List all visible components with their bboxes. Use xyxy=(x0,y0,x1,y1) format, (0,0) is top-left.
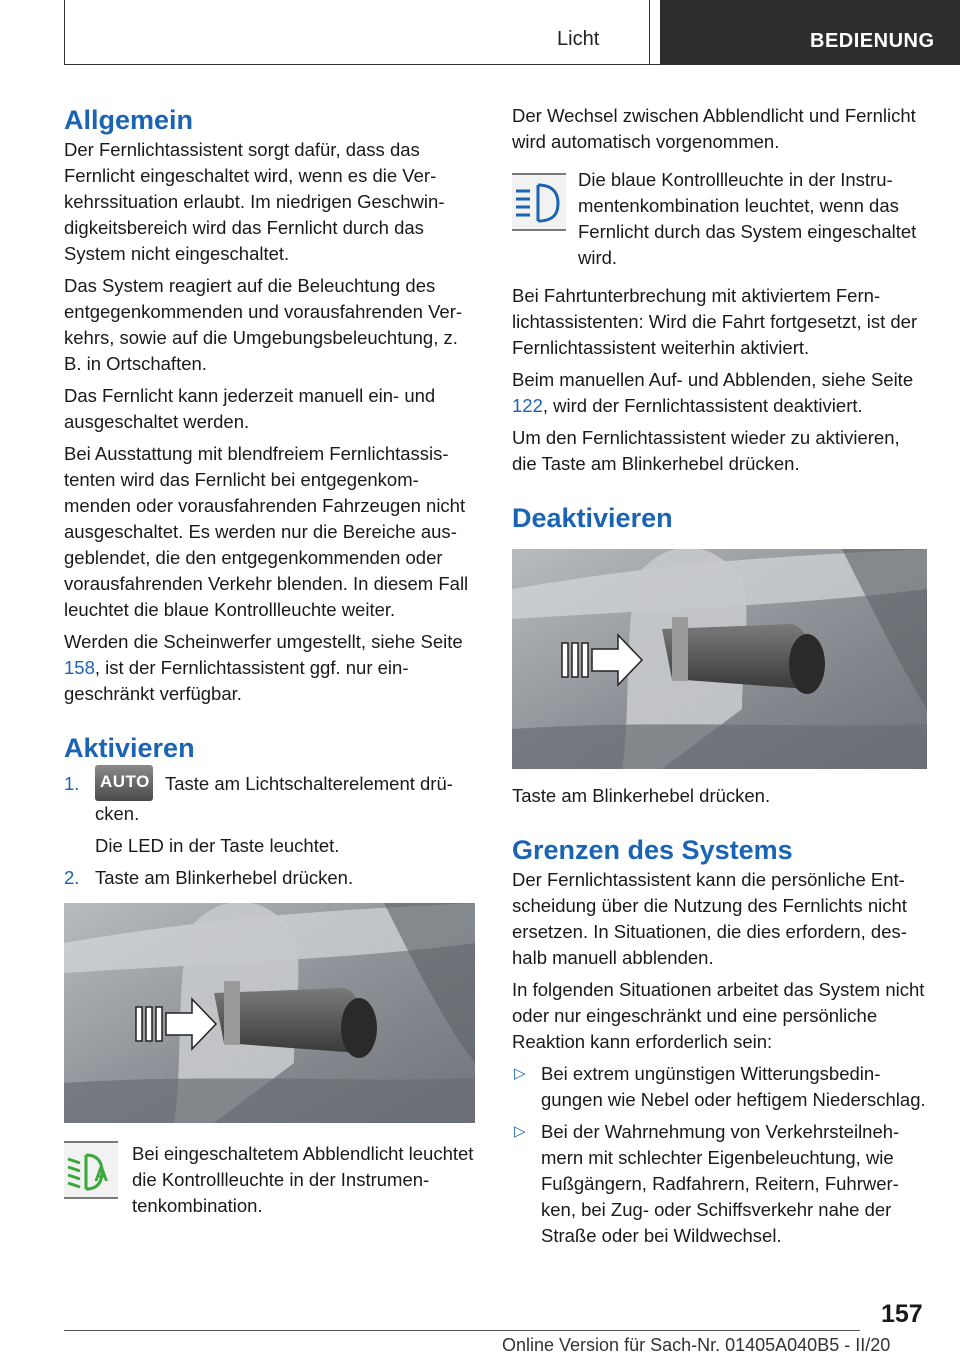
text: , ist der Fernlichtassistent ggf. nur eingeschränkt verfügbar. xyxy=(64,657,409,704)
page-link-122[interactable]: 122 xyxy=(512,395,543,416)
auto-label: AUTO xyxy=(100,772,150,791)
note-text: Die blaue Kontrollleuchte in der Instrumentenkombination leuchtet, wenn das Fernlicht durch das System eingeschaltet wird. xyxy=(578,169,917,268)
svg-text:A: A xyxy=(94,1164,109,1186)
heading-deaktivieren: Deaktivieren xyxy=(512,503,673,533)
note-blue-indicator xyxy=(512,167,927,271)
paragraph: In folgenden Situationen arbeitet das System nicht oder nur eingeschränkt und eine persönliche Reaktion kann erforderlich sein: xyxy=(512,979,925,1052)
list-item xyxy=(512,1061,927,1113)
steps-list xyxy=(64,771,479,891)
text: Beim manuellen Auf- und Abblenden, siehe Seite xyxy=(512,369,914,390)
footer-text: Online Version für Sach-Nr. 01405A040B5 - II/20 xyxy=(502,1335,891,1355)
step-text: Taste am Lichtschalterelement drücken. xyxy=(95,773,453,824)
paragraph: Das Fernlicht kann jederzeit manuell ein- und ausgeschaltet werden. xyxy=(64,385,436,432)
paragraph: Der Fernlichtassistent kann die persönliche Entscheidung über die Nutzung des Fernlichts nicht ersetzen. In Situationen, die dies erfordern, deshalb manuell abblenden. xyxy=(512,869,907,968)
header-chapter-tab xyxy=(660,0,960,65)
header-rule-bottom xyxy=(64,64,660,65)
page-number: 157 xyxy=(881,1300,923,1328)
step-1 xyxy=(64,771,479,859)
page-link-158[interactable]: 158 xyxy=(64,657,95,678)
step-text: Taste am Blinkerhebel drücken. xyxy=(95,867,354,888)
triangle-bullet-icon: ▷ xyxy=(514,1065,526,1082)
header-rule-left xyxy=(64,0,65,65)
list-item xyxy=(512,1119,927,1249)
header-section-title: Licht xyxy=(557,28,600,50)
heading-grenzen: Grenzen des Systems xyxy=(512,835,793,865)
step-number: 1. xyxy=(64,773,80,794)
heading-aktivieren: Aktivieren xyxy=(64,733,195,763)
text: , wird der Fernlichtassistent deaktiviert. xyxy=(542,395,863,416)
turn-signal-lever-image xyxy=(64,903,475,1123)
lever-illustration xyxy=(64,903,475,1123)
note-green-indicator xyxy=(64,1141,479,1223)
blue-highbeam-indicator-icon xyxy=(512,173,566,231)
paragraph: Bei Ausstattung mit blendfreiem Fernlichtassistenten wird das Fernlicht bei entgegenkommenden oder vorausfahrenden Fahrzeugen nicht ausgeschaltet. Es werden nur die Bereiche ausgeblendet, die den entgegenkommenden oder vorausfahrenden Verkehr blenden. In diesem Fall leuchtet die blaue Kontrollleuchte weiter. xyxy=(64,443,469,620)
image-caption: Taste am Blinkerhebel drücken. xyxy=(512,785,771,806)
heading-allgemein: Allgemein xyxy=(64,105,194,135)
triangle-bullet-icon: ▷ xyxy=(514,1123,526,1140)
header-chapter-label: BEDIENUNG xyxy=(810,30,935,52)
step-2 xyxy=(64,865,479,891)
paragraph: Der Wechsel zwischen Abblendlicht und Fernlicht wird automatisch vorgenommen. xyxy=(512,105,916,152)
paragraph: Um den Fernlichtassistent wieder zu aktivieren, die Taste am Blinkerhebel drücken. xyxy=(512,427,900,474)
step-subtext: Die LED in der Taste leuchtet. xyxy=(95,835,340,856)
list-item-text: Bei der Wahrnehmung von Verkehrsteilnehmern mit schlechter Eigenbeleuchtung, wie Fußgängern, Radfahrern, Reitern, Fuhrwerken, bei Zug- oder Schiffsverkehr nahe der Straße oder bei Wildwechsel. xyxy=(541,1121,900,1246)
left-column xyxy=(64,103,479,1223)
list-item-text: Bei extrem ungünstigen Witterungsbedingungen wie Nebel oder heftigem Niederschlag. xyxy=(541,1063,926,1110)
right-column xyxy=(512,103,927,1255)
paragraph: Bei Fahrtunterbrechung mit aktiviertem Fernlichtassistenten: Wird die Fahrt fortgesetzt, ist der Fernlichtassistent weiterhin aktiviert. xyxy=(512,285,918,358)
paragraph xyxy=(512,367,927,419)
paragraph xyxy=(64,629,479,707)
auto-button-icon xyxy=(95,765,153,801)
green-lowbeam-indicator-icon xyxy=(64,1141,118,1199)
step-number: 2. xyxy=(64,867,80,888)
footer-rule xyxy=(64,1330,860,1331)
note-text: Bei eingeschaltetem Abblendlicht leuchtet die Kontrollleuchte in der Instrumentenkombination. xyxy=(132,1143,474,1216)
lever-illustration xyxy=(512,549,927,769)
paragraph: Der Fernlichtassistent sorgt dafür, dass das Fernlicht eingeschaltet wird, wenn es die Verkehrssituation erlaubt. Im niedrigen Geschwindigkeitsbereich wird das Fernlicht durch das System nicht eingeschaltet. xyxy=(64,139,445,264)
limitations-list xyxy=(512,1061,927,1249)
text: Werden die Scheinwerfer umgestellt, siehe Seite xyxy=(64,631,463,652)
paragraph: Das System reagiert auf die Beleuchtung des entgegenkommenden und vorausfahrenden Verkehrs, sowie auf die Umgebungsbeleuchtung, z. B. in Ortschaften. xyxy=(64,275,463,374)
turn-signal-lever-image-2 xyxy=(512,549,927,769)
header-rule-right xyxy=(649,0,650,65)
